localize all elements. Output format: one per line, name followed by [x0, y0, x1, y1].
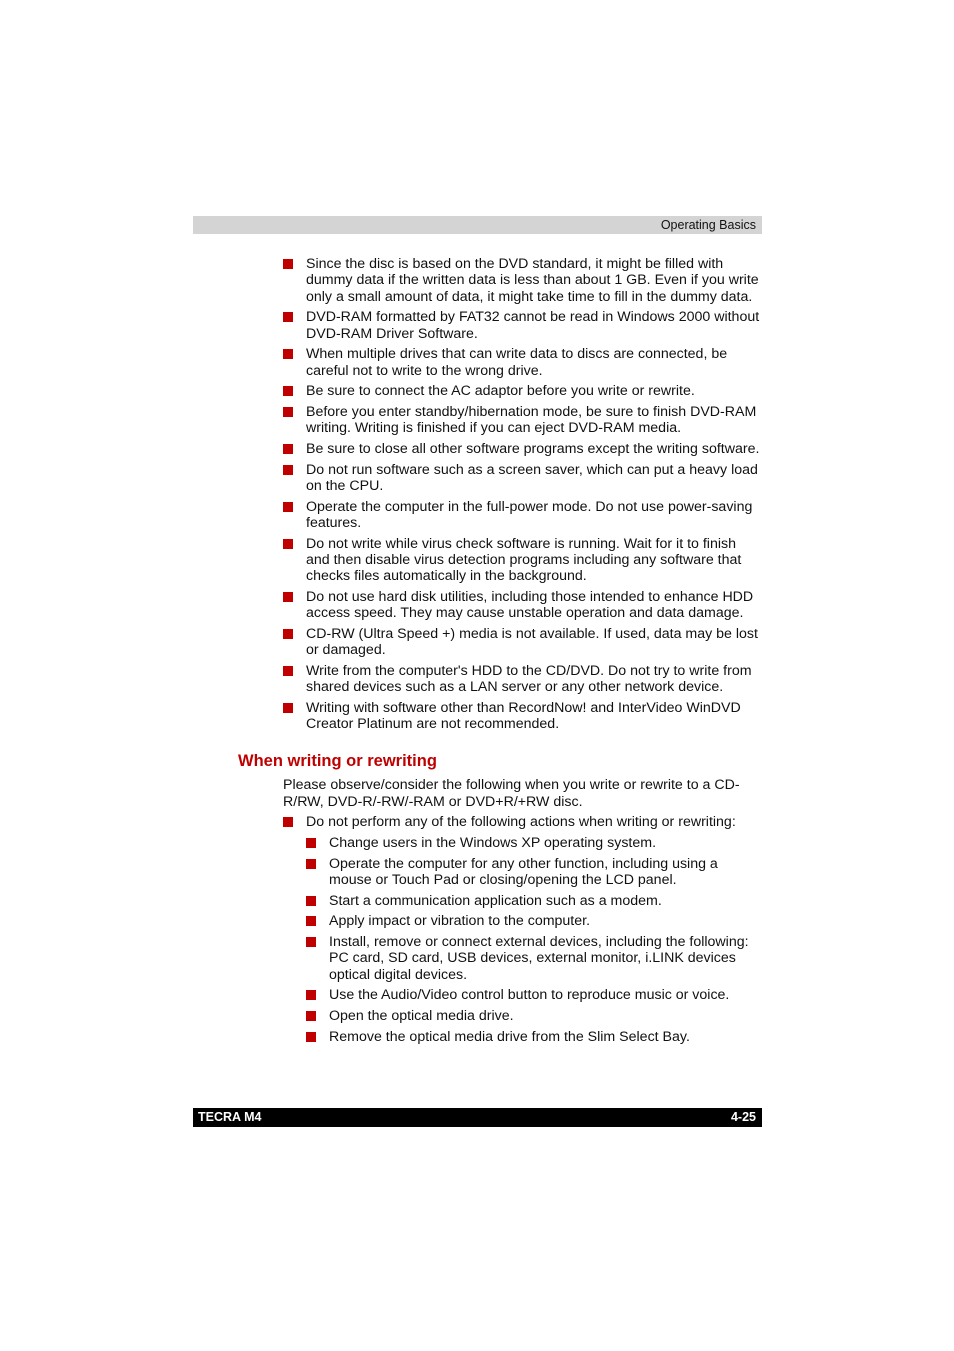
list-item — [283, 383, 762, 399]
footer-page-number: 4-25 — [730, 1110, 756, 1124]
list-item-text: Before you enter standby/hibernation mode, be sure to finish DVD-RAM writing. Writing is finished if you can eject DVD-RAM media. — [306, 403, 757, 437]
square-bullet-icon — [306, 916, 316, 926]
list-item-text: Start a communication application such as a modem. — [329, 892, 662, 909]
square-bullet-icon — [283, 444, 293, 454]
square-bullet-icon — [283, 629, 293, 639]
list-item-text: Remove the optical media drive from the Slim Select Bay. — [329, 1028, 690, 1045]
list-item — [283, 700, 762, 733]
writing-actions-list — [283, 814, 762, 1045]
list-item-text: Do not use hard disk utilities, including those intended to enhance HDD access speed. They may cause unstable operation and data damage. — [306, 588, 754, 622]
list-item — [306, 987, 762, 1003]
list-item-text: Install, remove or connect external devices, including the following: PC card, SD card, USB devices, external monitor, i.LINK devices optical digital devices. — [329, 934, 749, 983]
list-item-text: Operate the computer in the full-power mode. Do not use power-saving features. — [306, 498, 753, 531]
square-bullet-icon — [283, 349, 293, 359]
square-bullet-icon — [306, 859, 316, 869]
list-item — [306, 893, 762, 909]
list-item-text: DVD-RAM formatted by FAT32 cannot be read in Windows 2000 without DVD-RAM Driver Software. — [306, 309, 760, 342]
list-item — [283, 256, 762, 305]
list-item — [306, 1029, 762, 1045]
square-bullet-icon — [306, 1011, 316, 1021]
list-item-text: CD-RW (Ultra Speed +) media is not available. If used, data may be lost or damaged. — [306, 625, 758, 659]
square-bullet-icon — [283, 312, 293, 322]
list-item-text: Since the disc is based on the DVD standard, it might be filled with dummy data if the written data is less than about 1 GB. Even if you write only a small amount of data, it might take time to fill in the dummy data. — [306, 256, 759, 305]
list-item — [283, 309, 762, 342]
list-item — [283, 462, 762, 495]
list-item — [306, 856, 762, 889]
list-item — [283, 404, 762, 437]
page-content — [238, 256, 762, 1049]
square-bullet-icon — [283, 465, 293, 475]
running-header — [193, 216, 762, 234]
list-item-text: Change users in the Windows XP operating system. — [329, 835, 657, 852]
list-item-text: Apply impact or vibration to the computer. — [329, 913, 591, 930]
list-item — [283, 663, 762, 696]
list-item — [306, 835, 762, 851]
list-item — [306, 934, 762, 983]
prohibited-actions-sublist — [306, 835, 762, 1045]
list-item-text: Do not write while virus check software is running. Wait for it to finish and then disable virus detection programs including any software that checks files automatically in the background. — [306, 535, 742, 585]
square-bullet-icon — [306, 937, 316, 947]
square-bullet-icon — [306, 990, 316, 1000]
list-item-text: Operate the computer for any other function, including using a mouse or Touch Pad or closing/opening the LCD panel. — [329, 855, 718, 889]
square-bullet-icon — [283, 407, 293, 417]
square-bullet-icon — [283, 259, 293, 269]
square-bullet-icon — [306, 1032, 316, 1042]
square-bullet-icon — [306, 896, 316, 906]
list-item — [283, 441, 762, 457]
list-item-text: Use the Audio/Video control button to reproduce music or voice. — [329, 987, 730, 1004]
precautions-list — [283, 256, 762, 732]
header-section-title: Operating Basics — [660, 218, 756, 232]
list-item — [283, 814, 762, 1045]
list-item — [306, 1008, 762, 1024]
list-item-text: Do not perform any of the following actions when writing or rewriting: — [306, 814, 736, 831]
list-item-text: Writing with software other than RecordNow! and InterVideo WinDVD Creator Platinum are not recommended. — [306, 699, 741, 733]
square-bullet-icon — [283, 703, 293, 713]
list-item-text: Be sure to close all other software programs except the writing software. — [306, 440, 760, 457]
list-item-text: Write from the computer's HDD to the CD/DVD. Do not try to write from shared devices such as a LAN server or any other network device. — [306, 662, 752, 696]
list-item-text: Be sure to connect the AC adaptor before you write or rewrite. — [306, 383, 695, 400]
square-bullet-icon — [306, 838, 316, 848]
running-footer — [193, 1108, 762, 1127]
list-item — [283, 626, 762, 659]
list-item — [283, 346, 762, 379]
list-item — [306, 913, 762, 929]
list-item — [283, 499, 762, 532]
list-item-text: Do not run software such as a screen saver, which can put a heavy load on the CPU. — [306, 461, 758, 494]
section-heading: When writing or rewriting — [238, 752, 437, 771]
list-item — [283, 589, 762, 622]
square-bullet-icon — [283, 386, 293, 396]
list-item-text: When multiple drives that can write data to discs are connected, be careful not to write to the wrong drive. — [306, 346, 728, 379]
footer-product-name: TECRA M4 — [198, 1110, 262, 1124]
square-bullet-icon — [283, 539, 293, 549]
square-bullet-icon — [283, 502, 293, 512]
square-bullet-icon — [283, 666, 293, 676]
square-bullet-icon — [283, 817, 293, 827]
section-intro: Please observe/consider the following when you write or rewrite to a CD-R/RW, DVD-R/-RW/-RAM or DVD+R/+RW disc. — [283, 777, 740, 810]
square-bullet-icon — [283, 592, 293, 602]
list-item-text: Open the optical media drive. — [329, 1008, 514, 1025]
list-item — [283, 536, 762, 585]
